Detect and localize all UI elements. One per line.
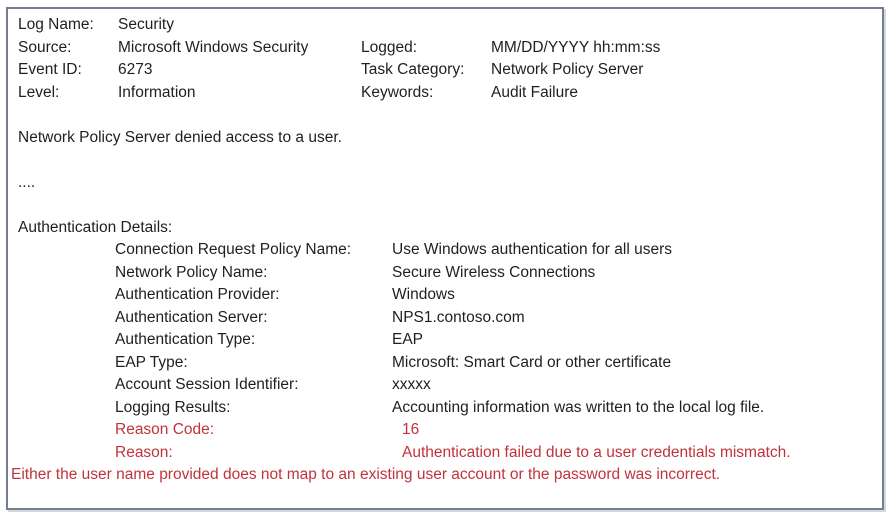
field-label-eap-type: EAP Type: <box>115 353 188 371</box>
ellipsis-text: .... <box>18 173 36 191</box>
field-value-authentication-server: NPS1.contoso.com <box>392 308 525 326</box>
field-label-network-policy-name: Network Policy Name: <box>115 263 268 281</box>
field-value-event-id: 6273 <box>118 61 153 78</box>
detail-row-reason <box>18 442 874 465</box>
field-label-keywords: Keywords: <box>361 83 434 101</box>
field-value-keywords: Audit Failure <box>491 83 579 101</box>
detail-row-authentication-type <box>18 329 874 352</box>
field-label-connection-request-policy: Connection Request Policy Name: <box>115 241 352 258</box>
spacer <box>18 194 874 217</box>
field-value-reason-code: 16 <box>402 421 420 438</box>
detail-row-authentication-provider <box>18 284 874 307</box>
detail-row-authentication-server <box>18 307 874 330</box>
header-row-log-name <box>18 14 874 37</box>
detail-row-reason-code <box>18 419 874 442</box>
detail-row-account-session-identifier <box>18 374 874 397</box>
reason-explanation-text: Either the user name provided does not map to an existing user account or the password was incorrect. <box>11 466 721 483</box>
spacer <box>18 149 874 172</box>
detail-row-connection-request-policy <box>18 239 874 262</box>
event-description: Network Policy Server denied access to a user. <box>18 128 342 146</box>
field-value-eap-type: Microsoft: Smart Card or other certificate <box>392 353 672 371</box>
detail-row-logging-results <box>18 397 874 420</box>
field-value-logging-results: Accounting information was written to the local log file. <box>392 398 765 416</box>
field-value-network-policy-name: Secure Wireless Connections <box>392 263 596 281</box>
field-value-account-session-identifier: xxxxx <box>392 376 431 393</box>
header-row-source-logged <box>18 37 874 60</box>
field-value-level: Information <box>118 83 196 101</box>
field-value-log-name: Security <box>118 16 174 33</box>
detail-row-eap-type <box>18 352 874 375</box>
field-value-source: Microsoft Windows Security <box>118 38 309 56</box>
field-label-source: Source: <box>18 38 72 56</box>
field-value-logged: MM/DD/YYYY hh:mm:ss <box>491 38 661 56</box>
field-label-level: Level: <box>18 83 60 101</box>
field-label-authentication-provider: Authentication Provider: <box>115 286 280 303</box>
detail-row-network-policy-name <box>18 262 874 285</box>
event-record-panel <box>6 7 884 510</box>
field-label-logged: Logged: <box>361 38 418 56</box>
field-label-event-id: Event ID: <box>18 61 82 78</box>
header-row-level-keywords <box>18 82 874 105</box>
field-value-task-category: Network Policy Server <box>491 61 644 78</box>
field-label-authentication-server: Authentication Server: <box>115 308 268 326</box>
field-value-connection-request-policy: Use Windows authentication for all users <box>392 241 672 258</box>
header-row-eventid-taskcategory <box>18 59 874 82</box>
field-label-log-name: Log Name: <box>18 16 94 33</box>
field-value-authentication-type: EAP <box>392 331 424 348</box>
event-log-document <box>0 7 896 528</box>
field-label-authentication-type: Authentication Type: <box>115 331 256 348</box>
field-label-logging-results: Logging Results: <box>115 398 231 416</box>
spacer <box>18 104 874 127</box>
field-value-reason: Authentication failed due to a user credentials mismatch. <box>402 443 791 461</box>
field-label-task-category: Task Category: <box>361 61 465 78</box>
section-title-authentication-details: Authentication Details: <box>18 218 173 236</box>
field-label-reason: Reason: <box>115 443 173 461</box>
field-label-reason-code: Reason Code: <box>115 421 215 438</box>
field-value-authentication-provider: Windows <box>392 286 455 303</box>
field-label-account-session-identifier: Account Session Identifier: <box>115 376 299 393</box>
